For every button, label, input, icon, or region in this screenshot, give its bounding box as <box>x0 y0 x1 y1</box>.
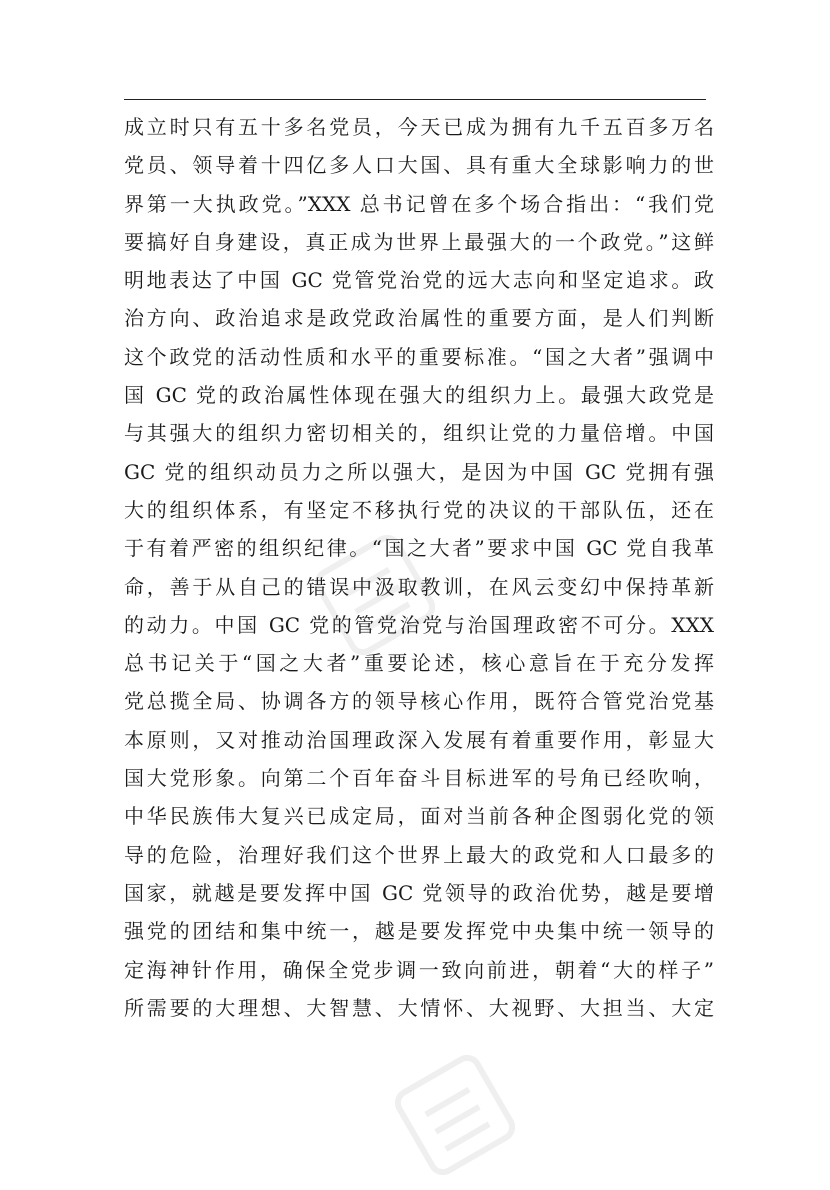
text-line: 的动力。中国 GC 党的管党治党与治国理政密不可分。XXX <box>124 612 714 637</box>
text-line: 这个政党的活动性质和水平的重要标准。“国之大者”强调中 <box>124 344 714 369</box>
text-line: 总书记关于“国之大者”重要论述，核心意旨在于充分发挥 <box>124 651 714 676</box>
text-line: 大的组织体系，有坚定不移执行党的决议的干部队伍，还在 <box>124 497 714 522</box>
text-line: 界第一大执政党。”XXX 总书记曾在多个场合指出：“我们党 <box>124 191 714 216</box>
body-text <box>124 108 714 1027</box>
text-line: 定海神针作用，确保全党步调一致向前进，朝着“大的样子” <box>124 957 714 982</box>
header-rule <box>124 99 706 100</box>
text-line: 要搞好自身建设，真正成为世界上最强大的一个政党。”这鲜 <box>124 229 714 254</box>
text-line: 国家，就越是要发挥中国 GC 党领导的政治优势，越是要增 <box>124 880 714 905</box>
text-line: 本原则，又对推动治国理政深入发展有着重要作用，彰显大 <box>124 727 714 752</box>
watermark-logo <box>380 1040 530 1190</box>
text-line: 于有着严密的组织纪律。“国之大者”要求中国 GC 党自我革 <box>124 536 714 561</box>
text-line: 明地表达了中国 GC 党管党治党的远大志向和坚定追求。政 <box>124 268 714 293</box>
text-line: 党员、领导着十四亿多人口大国、具有重大全球影响力的世 <box>124 153 714 178</box>
text-line: 中华民族伟大复兴已成定局，面对当前各种企图弱化党的领 <box>124 804 714 829</box>
text-line: 党总揽全局、协调各方的领导核心作用，既符合管党治党基 <box>124 689 714 714</box>
text-line: 国大党形象。向第二个百年奋斗目标进军的号角已经吹响， <box>124 766 714 791</box>
text-line: 治方向、政治追求是政党政治属性的重要方面，是人们判断 <box>124 306 714 331</box>
text-line: GC 党的组织动员力之所以强大，是因为中国 GC 党拥有强 <box>124 459 714 484</box>
text-line: 强党的团结和集中统一，越是要发挥党中央集中统一领导的 <box>124 919 714 944</box>
text-line: 与其强大的组织力密切相关的，组织让党的力量倍增。中国 <box>124 421 714 446</box>
text-line: 成立时只有五十多名党员，今天已成为拥有九千五百多万名 <box>124 115 714 139</box>
text-line: 国 GC 党的政治属性体现在强大的组织力上。最强大政党是 <box>124 383 714 408</box>
text-line: 导的危险，治理好我们这个世界上最大的政党和人口最多的 <box>124 842 714 867</box>
text-line: 所需要的大理想、大智慧、大情怀、大视野、大担当、大定 <box>124 995 714 1020</box>
text-line: 命，善于从自己的错误中汲取教训，在风云变幻中保持革新 <box>124 574 714 599</box>
